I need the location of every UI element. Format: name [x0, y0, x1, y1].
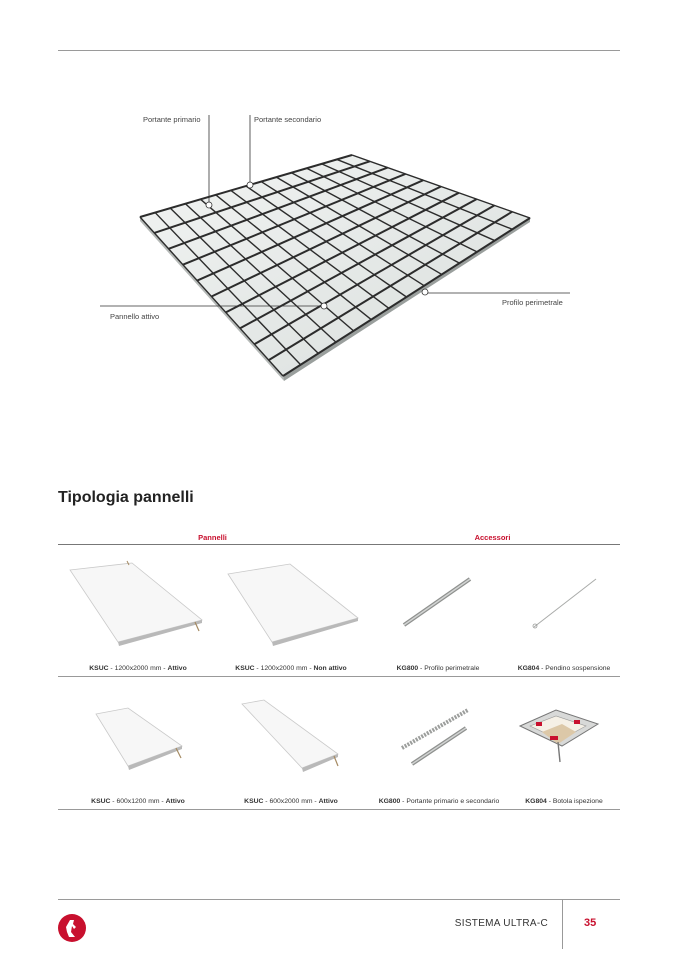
row1-rule [58, 676, 620, 677]
label-portante-secondario: Portante secondario [254, 115, 322, 124]
footer-separator [562, 899, 563, 949]
category-pannelli: Pannelli [198, 533, 227, 542]
label-profilo-perimetrale: Profilo perimetrale [502, 298, 563, 307]
footer-title: SISTEMA ULTRA-C [454, 918, 548, 929]
product-image-ksuc-600x2000-attivo [238, 696, 344, 778]
product-image-ksuc-1200x2000-attivo [66, 558, 206, 650]
label-pannello-attivo: Pannello attivo [110, 312, 160, 321]
product-image-kg800-profilo-perimetrale [398, 575, 476, 629]
caption-row1-2: KSUC - 1200x2000 mm - Non attivo [235, 665, 347, 672]
product-image-ksuc-600x1200-attivo [92, 700, 188, 776]
label-portante-primario: Portante primario [143, 115, 201, 124]
page-number: 35 [584, 917, 597, 929]
caption-row1-4: KG804 - Pendino sospensione [517, 665, 611, 672]
ceiling-grid-diagram [100, 100, 600, 400]
section-title: Tipologia pannelli [58, 489, 194, 506]
brand-logo-icon [58, 914, 86, 942]
caption-row1-1: KSUC - 1200x2000 mm - Attivo [89, 665, 187, 672]
caption-row2-1: KSUC - 600x1200 mm - Attivo [91, 798, 185, 805]
product-image-kg800-portante [396, 704, 474, 768]
caption-row2-3: KG800 - Portante primario e secondario [378, 798, 500, 805]
product-image-kg804-botola-ispezione [516, 702, 602, 768]
caption-row1-3: KG800 - Profilo perimetrale [396, 665, 480, 672]
category-accessori: Accessori [474, 533, 511, 542]
caption-row2-4: KG804 - Botola ispezione [525, 798, 603, 805]
product-image-kg804-pendino-sospensione [528, 575, 600, 631]
product-image-ksuc-1200x2000-non-attivo [226, 560, 360, 648]
category-rule [58, 544, 620, 545]
caption-row2-2: KSUC - 600x2000 mm - Attivo [244, 798, 338, 805]
footer-rule [58, 899, 620, 900]
top-rule [58, 50, 620, 51]
row2-rule [58, 809, 620, 810]
